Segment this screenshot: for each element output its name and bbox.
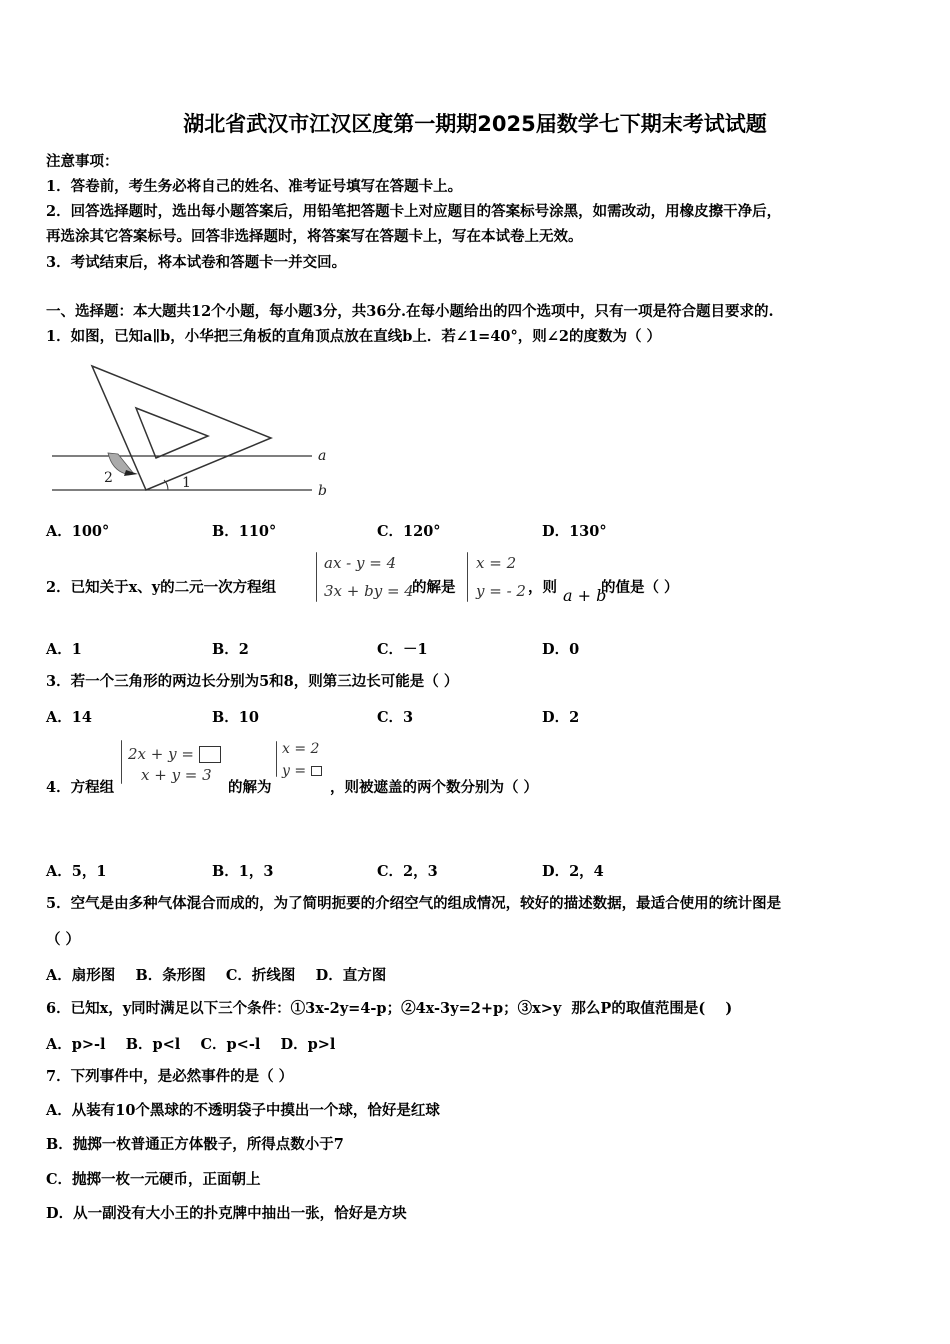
- q2-equation-1: ax - y = 4: [324, 554, 397, 572]
- q4-equation-2: x + y = 3: [141, 766, 212, 784]
- q2-stem-post2: 的值是（ ）: [601, 579, 679, 596]
- q2-solution-1: x = 2: [476, 554, 517, 572]
- q4-option-d: D．2，4: [542, 863, 604, 880]
- q4-solution-2-row: [282, 760, 322, 779]
- question-5-stem: 5．空气是由多种气体混合而成的，为了简明扼要的介绍空气的组成情况，较好的描述数据，最适合使用的统计图是: [46, 895, 782, 912]
- q7-option-b: B．抛掷一枚普通正方体骰子，所得点数小于7: [46, 1136, 344, 1153]
- label-2: 2: [104, 470, 113, 486]
- label-b: b: [318, 483, 327, 499]
- q5-options: A．扇形图 B．条形图 C．折线图 D．直方图: [46, 967, 387, 984]
- q4-stem-pre: 4．方程组: [46, 779, 115, 796]
- q2-option-a: A．1: [46, 641, 82, 658]
- q2-stem-pre: 2．已知关于x、y的二元一次方程组: [46, 579, 277, 596]
- q1-option-c: C．120°: [377, 523, 441, 540]
- q4-equation-1-row: [128, 744, 221, 763]
- q2-option-d: D．0: [542, 641, 580, 658]
- q3-option-d: D．2: [542, 709, 580, 726]
- q2-option-b: B．2: [212, 641, 249, 658]
- q3-option-a: A．14: [46, 709, 92, 726]
- q2-option-c: C．－1: [377, 641, 428, 658]
- notice-heading: 注意事项：: [46, 153, 119, 170]
- q1-option-d: D．130°: [542, 523, 607, 540]
- q2-solution-brace: [467, 552, 468, 602]
- q4-equation-1: 2x + y =: [128, 745, 194, 763]
- q2-stem-mid: 的解是: [412, 579, 456, 596]
- question-1-stem: 1．如图，已知a∥b，小华把三角板的直角顶点放在直线b上．若∠1=40°，则∠2的度数为（ ）: [46, 328, 662, 345]
- q1-option-a: A．100°: [46, 523, 110, 540]
- q4-system-brace: [121, 740, 122, 784]
- page-title: 湖北省武汉市江汉区度第一期期2025届数学七下期末考试试题: [183, 112, 767, 136]
- q7-option-d: D．从一副没有大小王的扑克牌中抽出一张，恰好是方块: [46, 1205, 407, 1222]
- section-heading: 一、选择题：本大题共12个小题，每小题3分，共36分.在每小题给出的四个选项中，只有一项是符合题目要求的.: [46, 303, 774, 320]
- q7-option-c: C．抛掷一枚一元硬币，正面朝上: [46, 1171, 261, 1188]
- question-5-stem-cont: （ ）: [46, 931, 81, 948]
- q1-option-b: B．110°: [212, 523, 277, 540]
- notice-item: 3．考试结束后，将本试卷和答题卡一并交回。: [46, 254, 347, 271]
- q2-solution-2: y = - 2: [476, 582, 526, 600]
- q4-solution-2: y =: [282, 763, 307, 779]
- q4-option-b: B．1，3: [212, 863, 274, 880]
- label-a: a: [318, 448, 327, 464]
- q2-stem-post1: ，则: [528, 579, 557, 596]
- q3-option-b: B．10: [212, 709, 259, 726]
- q2-equation-2: 3x + by = 4: [324, 582, 414, 600]
- question-6-stem: 6．已知x，y同时满足以下三个条件：①3x-2y=4-p；②4x-3y=2+p；③x>y 那么P的取值范围是( ): [46, 1000, 733, 1017]
- q4-option-a: A．5，1: [46, 863, 107, 880]
- question-7-stem: 7．下列事件中，是必然事件的是（ ）: [46, 1068, 294, 1085]
- inner-triangle: [136, 408, 208, 458]
- question-3-stem: 3．若一个三角形的两边长分别为5和8，则第三边长可能是（ ）: [46, 673, 459, 690]
- q4-stem-mid: 的解为: [228, 779, 272, 796]
- q4-solution-1: x = 2: [282, 741, 320, 757]
- q7-option-a: A．从装有10个黑球的不透明袋子中摸出一个球，恰好是红球: [46, 1102, 440, 1119]
- q4-stem-post: ，则被遮盖的两个数分别为（ ）: [330, 779, 539, 796]
- covered-box-1: [199, 746, 221, 763]
- q4-solution-brace: [276, 741, 277, 777]
- q6-options: A．p>-l B．p<l C．p<-l D．p>l: [46, 1036, 336, 1053]
- notice-item: 1．答卷前，考生务必将自己的姓名、准考证号填写在答题卡上。: [46, 178, 463, 195]
- covered-box-2: [311, 766, 322, 776]
- triangle-ruler-figure: [46, 358, 346, 503]
- q2-expression: a + b: [563, 586, 607, 605]
- q4-option-c: C．2，3: [377, 863, 438, 880]
- notice-item: 再选涂其它答案标号。回答非选择题时，将答案写在答题卡上，写在本试卷上无效。: [46, 228, 583, 245]
- q3-option-c: C．3: [377, 709, 414, 726]
- label-1: 1: [182, 475, 191, 491]
- outer-triangle: [92, 366, 271, 490]
- q2-system-brace: [316, 552, 317, 602]
- notice-item: 2．回答选择题时，选出每小题答案后，用铅笔把答题卡上对应题目的答案标号涂黑，如需改动，用橡皮擦干净后，: [46, 203, 782, 220]
